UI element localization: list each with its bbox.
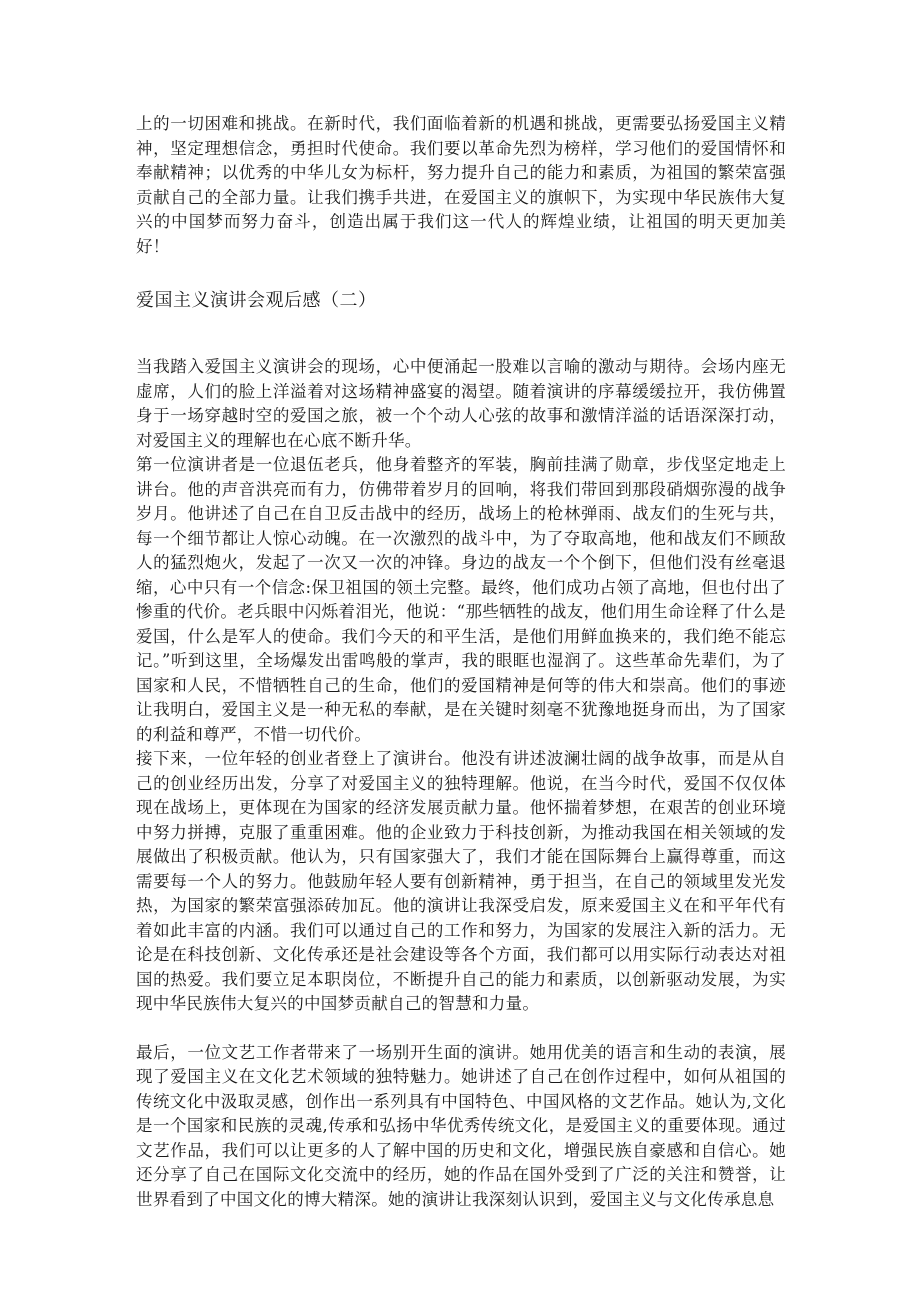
intro-paragraph: 当我踏入爱国主义演讲会的现场，心中便涌起一股难以言喻的激动与期待。会场内座无虚席，人们的脸上洋溢着对这场精神盛宴的渴望。随着演讲的序幕缓缓拉开，我仿佛置身于一场穿越时空的爱国之旅，被一个个动人心弦的故事和激情洋溢的话语深深打动，对爱国主义的理解也在心底不断升华。 [136,357,786,450]
opening-paragraph: 上的一切困难和挑战。在新时代，我们面临着新的机遇和挑战，更需要弘扬爱国主义精神，坚定理想信念，勇担时代使命。我们要以革命先烈为榜样，学习他们的爱国情怀和奉献精神；以优秀的中华儿女为标杆，努力提升自己的能力和素质，为祖国的繁荣富强贡献自己的全部力量。让我们携手共进，在爱国主义的旗帜下，为实现中华民族伟大复兴的中国梦而努力奋斗，创造出属于我们这一代人的辉煌业绩，让祖国的明天更加美好！ [136,114,786,256]
document-page [136,112,786,1212]
artist-paragraph: 最后，一位文艺工作者带来了一场别开生面的演讲。她用优美的语言和生动的表演，展现了爱国主义在文化艺术领域的独特魅力。她讲述了自己在创作过程中，如何从祖国的传统文化中汲取灵感，创作出一系列具有中国特色、中国风格的文艺作品。她认为,文化是一个国家和民族的灵魂,传承和弘扬中华优秀传统文化，是爱国主义的重要体现。通过文艺作品，我们可以让更多的人了解中国的历史和文化，增强民族自豪感和自信心。她还分享了自己在国际文化交流中的经历，她的作品在国外受到了广泛的关注和赞誉，让世界看到了中国文化的博大精深。她的演讲让我深刻认识到，爱国主义与文化传承息息 [136,1042,786,1209]
entrepreneur-paragraph: 接下来，一位年轻的创业者登上了演讲台。他没有讲述波澜壮阔的战争故事，而是从自己的创业经历出发，分享了对爱国主义的独特理解。他说，在当今时代，爱国不仅仅体现在战场上，更体现在为国家的经济发展贡献力量。他怀揣着梦想，在艰苦的创业环境中努力拼搏，克服了重重困难。他的企业致力于科技创新，为推动我国在相关领域的发展做出了积极贡献。他认为，只有国家强大了，我们才能在国际舞台上赢得尊重，而这需要每一个人的努力。他鼓励年轻人要有创新精神，勇于担当，在自己的领域里发光发热，为国家的繁荣富强添砖加瓦。他的演讲让我深受启发，原来爱国主义在和平年代有着如此丰富的内涵。我们可以通过自己的工作和努力，为国家的发展注入新的活力。无论是在科技创新、文化传承还是社会建设等各个方面，我们都可以用实际行动表达对祖国的热爱。我们要立足本职岗位，不断提升自己的能力和素质，以创新驱动发展，为实现中华民族伟大复兴的中国梦贡献自己的智慧和力量。 [136,749,786,1013]
veteran-paragraph: 第一位演讲者是一位退伍老兵，他身着整齐的军装，胸前挂满了勋章，步伐坚定地走上讲台。他的声音洪亮而有力，仿佛带着岁月的回响，将我们带回到那段硝烟弥漫的战争岁月。他讲述了自己在自卫反击战中的经历，战场上的枪林弹雨、战友们的生死与共，每一个细节都让人惊心动魄。在一次激烈的战斗中，为了夺取高地，他和战友们不顾敌人的猛烈炮火，发起了一次又一次的冲锋。身边的战友一个个倒下，但他们没有丝毫退缩，心中只有一个信念:保卫祖国的领土完整。最终，他们成功占领了高地，但也付出了惨重的代价。老兵眼中闪烁着泪光，他说：“那些牺牲的战友，他们用生命诠释了什么是爱国，什么是军人的使命。我们今天的和平生活，是他们用鲜血换来的，我们绝不能忘记。”听到这里，全场爆发出雷鸣般的掌声，我的眼眶也湿润了。这些革命先辈们，为了国家和人民，不惜牺牲自己的生命，他们的爱国精神是何等的伟大和崇高。他们的事迹让我明白，爱国主义是一种无私的奉献，是在关键时刻毫不犹豫地挺身而出，为了国家的利益和尊严，不惜一切代价。 [136,455,786,744]
section-title: 爱国主义演讲会观后感（二） [136,290,377,311]
